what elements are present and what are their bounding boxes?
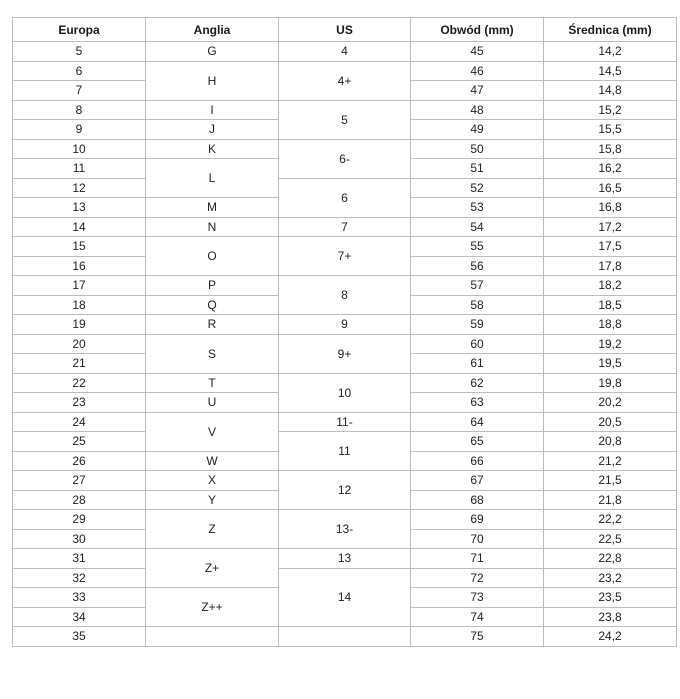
srednica-cell: 15,8 (544, 139, 677, 159)
obwod-cell: 51 (411, 159, 544, 179)
obwod-cell: 74 (411, 607, 544, 627)
us-cell: 12 (279, 471, 411, 510)
obwod-cell: 59 (411, 315, 544, 335)
obwod-cell: 69 (411, 510, 544, 530)
obwod-cell: 70 (411, 529, 544, 549)
obwod-cell: 75 (411, 627, 544, 647)
header-obwod: Obwód (mm) (411, 18, 544, 42)
srednica-cell: 20,2 (544, 393, 677, 413)
srednica-cell: 18,5 (544, 295, 677, 315)
anglia-cell: W (146, 451, 279, 471)
obwod-cell: 46 (411, 61, 544, 81)
obwod-cell: 64 (411, 412, 544, 432)
us-cell: 8 (279, 276, 411, 315)
anglia-cell: U (146, 393, 279, 413)
europa-cell: 12 (13, 178, 146, 198)
us-cell: 7+ (279, 237, 411, 276)
europa-cell: 18 (13, 295, 146, 315)
table-row (13, 276, 677, 296)
obwod-cell: 72 (411, 568, 544, 588)
europa-cell: 28 (13, 490, 146, 510)
obwod-cell: 73 (411, 588, 544, 608)
srednica-cell: 22,5 (544, 529, 677, 549)
srednica-cell: 14,2 (544, 42, 677, 62)
us-cell (279, 627, 411, 647)
anglia-cell: Q (146, 295, 279, 315)
us-cell: 4+ (279, 61, 411, 100)
srednica-cell: 16,2 (544, 159, 677, 179)
us-cell: 14 (279, 568, 411, 627)
obwod-cell: 63 (411, 393, 544, 413)
us-cell: 13- (279, 510, 411, 549)
srednica-cell: 24,2 (544, 627, 677, 647)
obwod-cell: 54 (411, 217, 544, 237)
table-row (13, 568, 677, 588)
srednica-cell: 14,8 (544, 81, 677, 101)
us-cell: 6- (279, 139, 411, 178)
srednica-cell: 19,5 (544, 354, 677, 374)
anglia-cell: X (146, 471, 279, 491)
obwod-cell: 58 (411, 295, 544, 315)
header-us: US (279, 18, 411, 42)
obwod-cell: 62 (411, 373, 544, 393)
europa-cell: 34 (13, 607, 146, 627)
anglia-cell: N (146, 217, 279, 237)
header-anglia: Anglia (146, 18, 279, 42)
europa-cell: 33 (13, 588, 146, 608)
srednica-cell: 19,2 (544, 334, 677, 354)
anglia-cell: G (146, 42, 279, 62)
obwod-cell: 48 (411, 100, 544, 120)
srednica-cell: 20,8 (544, 432, 677, 452)
anglia-cell (146, 627, 279, 647)
us-cell: 5 (279, 100, 411, 139)
europa-cell: 14 (13, 217, 146, 237)
table-row (13, 237, 677, 257)
europa-cell: 23 (13, 393, 146, 413)
us-cell: 7 (279, 217, 411, 237)
srednica-cell: 15,2 (544, 100, 677, 120)
obwod-cell: 45 (411, 42, 544, 62)
table-row (13, 627, 677, 647)
europa-cell: 31 (13, 549, 146, 569)
europa-cell: 35 (13, 627, 146, 647)
europa-cell: 19 (13, 315, 146, 335)
us-cell: 13 (279, 549, 411, 569)
anglia-cell: Z+ (146, 549, 279, 588)
obwod-cell: 65 (411, 432, 544, 452)
europa-cell: 15 (13, 237, 146, 257)
europa-cell: 26 (13, 451, 146, 471)
anglia-cell: Z (146, 510, 279, 549)
srednica-cell: 15,5 (544, 120, 677, 140)
table-row (13, 510, 677, 530)
table-row (13, 373, 677, 393)
europa-cell: 22 (13, 373, 146, 393)
srednica-cell: 23,8 (544, 607, 677, 627)
anglia-cell: Y (146, 490, 279, 510)
obwod-cell: 49 (411, 120, 544, 140)
europa-cell: 9 (13, 120, 146, 140)
srednica-cell: 22,8 (544, 549, 677, 569)
europa-cell: 20 (13, 334, 146, 354)
srednica-cell: 19,8 (544, 373, 677, 393)
srednica-cell: 21,8 (544, 490, 677, 510)
srednica-cell: 17,5 (544, 237, 677, 257)
anglia-cell: H (146, 61, 279, 100)
srednica-cell: 17,8 (544, 256, 677, 276)
srednica-cell: 23,5 (544, 588, 677, 608)
us-cell: 10 (279, 373, 411, 412)
europa-cell: 11 (13, 159, 146, 179)
srednica-cell: 17,2 (544, 217, 677, 237)
srednica-cell: 22,2 (544, 510, 677, 530)
us-cell: 6 (279, 178, 411, 217)
europa-cell: 25 (13, 432, 146, 452)
srednica-cell: 16,5 (544, 178, 677, 198)
table-row (13, 412, 677, 432)
anglia-cell: S (146, 334, 279, 373)
table-row (13, 61, 677, 81)
srednica-cell: 21,5 (544, 471, 677, 491)
table-row (13, 549, 677, 569)
obwod-cell: 53 (411, 198, 544, 218)
table-row (13, 139, 677, 159)
anglia-cell: J (146, 120, 279, 140)
table-row (13, 334, 677, 354)
anglia-cell: I (146, 100, 279, 120)
obwod-cell: 68 (411, 490, 544, 510)
us-cell: 9 (279, 315, 411, 335)
europa-cell: 13 (13, 198, 146, 218)
europa-cell: 16 (13, 256, 146, 276)
table-row (13, 178, 677, 198)
obwod-cell: 52 (411, 178, 544, 198)
obwod-cell: 55 (411, 237, 544, 257)
header-europa: Europa (13, 18, 146, 42)
table-row (13, 217, 677, 237)
header-srednica: Średnica (mm) (544, 18, 677, 42)
obwod-cell: 47 (411, 81, 544, 101)
europa-cell: 30 (13, 529, 146, 549)
srednica-cell: 23,2 (544, 568, 677, 588)
table-row (13, 471, 677, 491)
anglia-cell: K (146, 139, 279, 159)
anglia-cell: R (146, 315, 279, 335)
anglia-cell: P (146, 276, 279, 296)
europa-cell: 29 (13, 510, 146, 530)
europa-cell: 8 (13, 100, 146, 120)
europa-cell: 5 (13, 42, 146, 62)
srednica-cell: 20,5 (544, 412, 677, 432)
anglia-cell: M (146, 198, 279, 218)
table-row (13, 315, 677, 335)
anglia-cell: T (146, 373, 279, 393)
ring-size-table (12, 17, 677, 647)
europa-cell: 32 (13, 568, 146, 588)
us-cell: 11 (279, 432, 411, 471)
anglia-cell: O (146, 237, 279, 276)
table-row (13, 432, 677, 452)
table-row (13, 42, 677, 62)
europa-cell: 27 (13, 471, 146, 491)
anglia-cell: V (146, 412, 279, 451)
header-row (13, 18, 677, 42)
europa-cell: 21 (13, 354, 146, 374)
us-cell: 11- (279, 412, 411, 432)
europa-cell: 24 (13, 412, 146, 432)
obwod-cell: 61 (411, 354, 544, 374)
obwod-cell: 67 (411, 471, 544, 491)
srednica-cell: 14,5 (544, 61, 677, 81)
obwod-cell: 60 (411, 334, 544, 354)
europa-cell: 6 (13, 61, 146, 81)
obwod-cell: 66 (411, 451, 544, 471)
obwod-cell: 50 (411, 139, 544, 159)
obwod-cell: 71 (411, 549, 544, 569)
europa-cell: 17 (13, 276, 146, 296)
anglia-cell: Z++ (146, 588, 279, 627)
europa-cell: 7 (13, 81, 146, 101)
obwod-cell: 57 (411, 276, 544, 296)
anglia-cell: L (146, 159, 279, 198)
europa-cell: 10 (13, 139, 146, 159)
table-body (13, 42, 677, 647)
us-cell: 9+ (279, 334, 411, 373)
obwod-cell: 56 (411, 256, 544, 276)
us-cell: 4 (279, 42, 411, 62)
srednica-cell: 18,2 (544, 276, 677, 296)
srednica-cell: 21,2 (544, 451, 677, 471)
srednica-cell: 18,8 (544, 315, 677, 335)
srednica-cell: 16,8 (544, 198, 677, 218)
table-row (13, 100, 677, 120)
